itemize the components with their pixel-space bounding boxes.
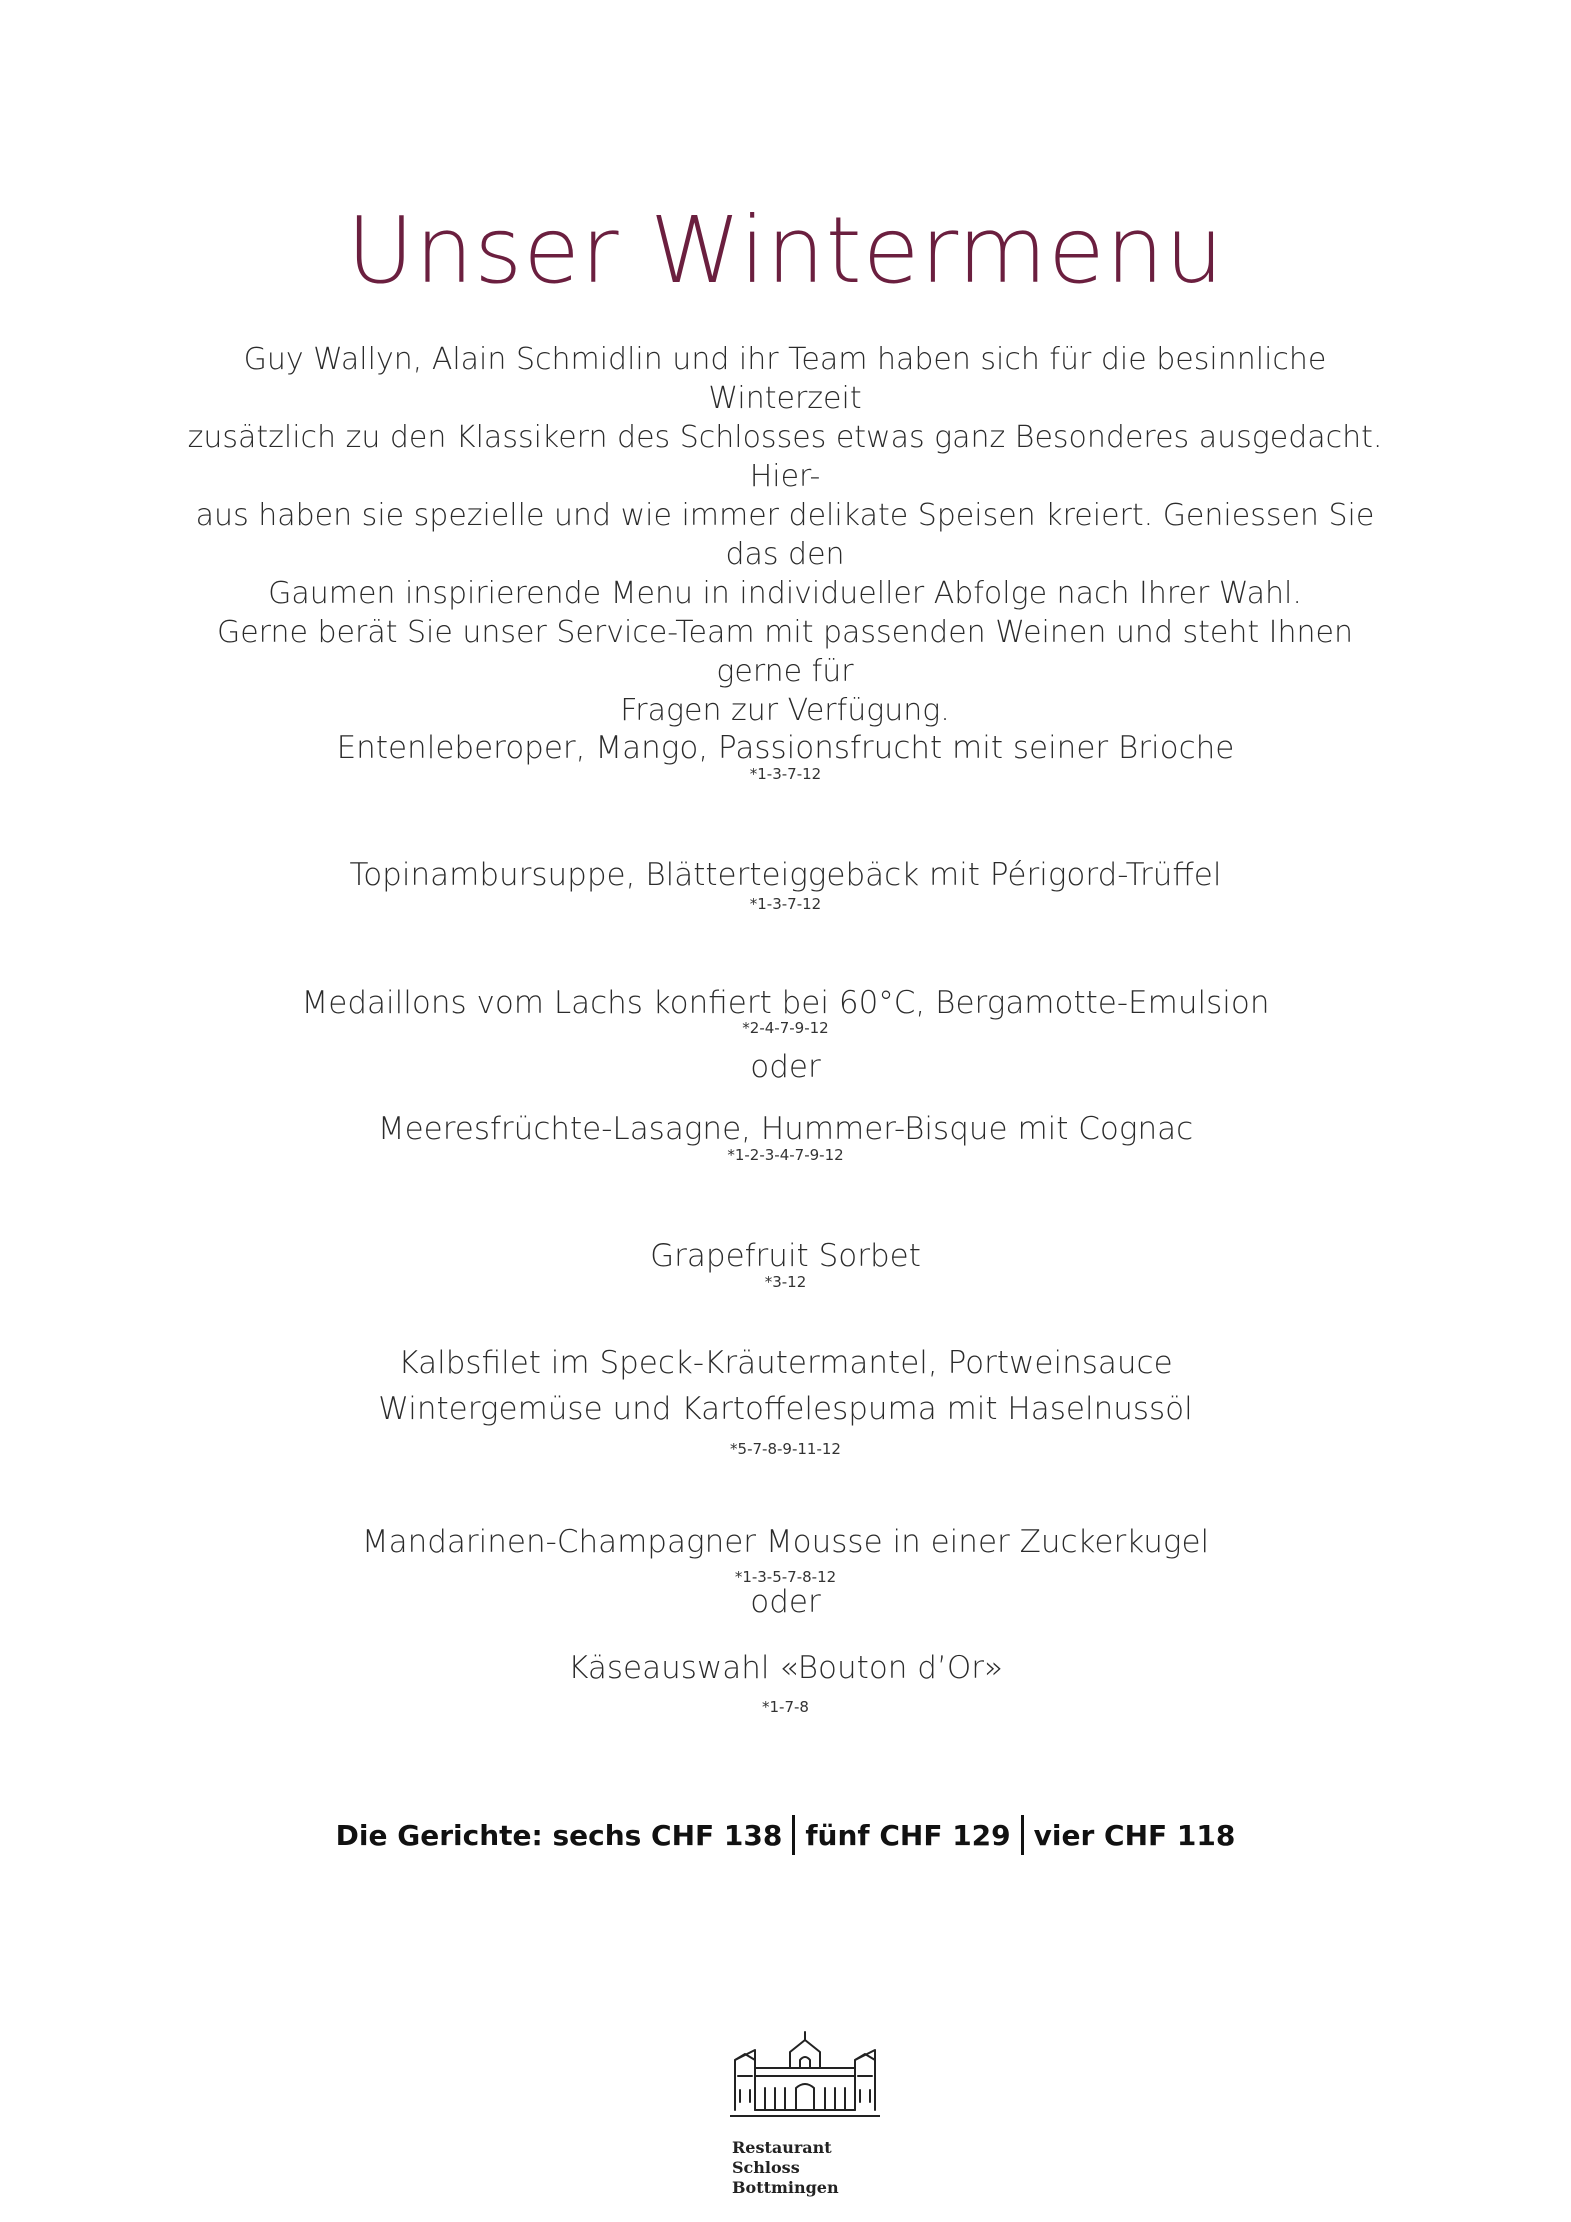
price-divider	[1021, 1815, 1024, 1855]
dish-kalbsfilet-sides: Wintergemüse und Kartoffelespuma mit Haselnussöl	[378, 1391, 1193, 1427]
price-line	[0, 1815, 1571, 1855]
price-five: fünf CHF 129	[805, 1819, 1011, 1852]
intro-line: Gerne berät Sie unser Service-Team mit passenden Weinen und steht Ihnen gerne für	[216, 615, 1354, 689]
logo-line: Bottmingen	[732, 2178, 839, 2197]
dish-lasagne: Meeresfrüchte-Lasagne, Hummer-Bisque mit Cognac	[377, 1111, 1194, 1147]
allergen-code: *1-2-3-4-7-9-12	[727, 1146, 844, 1164]
dish-entenleber: Entenleberoper, Mango, Passionsfrucht mit seiner Brioche	[336, 730, 1235, 766]
intro-paragraph	[185, 340, 1385, 730]
castle-icon	[730, 2030, 880, 2120]
dish-kaese: Käseauswahl «Bouton d’Or»	[568, 1650, 1003, 1686]
intro-line: aus haben sie spezielle und wie immer delikate Speisen kreiert. Geniessen Sie das den	[195, 498, 1375, 572]
allergen-code: *2-4-7-9-12	[742, 1019, 829, 1037]
allergen-code: *1-3-7-12	[749, 765, 822, 783]
allergen-code: *1-3-5-7-8-12	[734, 1568, 837, 1586]
allergen-code: *1-3-7-12	[749, 895, 822, 913]
intro-line: Gaumen inspirierende Menu in individueller Abfolge nach Ihrer Wahl.	[268, 576, 1302, 611]
price-four: vier CHF 118	[1033, 1819, 1236, 1852]
dish-lachs: Medaillons vom Lachs konfiert bei 60°C, Bergamotte-Emulsion	[301, 985, 1270, 1021]
intro-line: Guy Wallyn, Alain Schmidlin und ihr Team haben sich für die besinnliche Winterzeit	[243, 342, 1327, 416]
allergen-code: *1-7-8	[762, 1698, 809, 1716]
dish-topinambur: Topinambursuppe, Blätterteiggebäck mit Périgord-Trüffel	[349, 857, 1222, 893]
price-six: Die Gerichte: sechs CHF 138	[335, 1819, 783, 1852]
logo-line: Restaurant	[732, 2138, 832, 2157]
dish-kalbsfilet: Kalbsfilet im Speck-Kräutermantel, Portweinsauce	[398, 1345, 1173, 1381]
intro-line: Fragen zur Verfügung.	[620, 693, 950, 728]
dish-sorbet: Grapefruit Sorbet	[650, 1238, 921, 1274]
oder-separator: oder	[750, 1584, 821, 1620]
restaurant-logo	[730, 2030, 880, 2200]
intro-line: zusätzlich zu den Klassikern des Schlosses etwas ganz Besonderes ausgedacht. Hier-	[187, 420, 1383, 494]
price-divider	[792, 1815, 795, 1855]
oder-separator: oder	[750, 1049, 821, 1085]
page-title: Unser Wintermenu	[346, 197, 1225, 304]
allergen-code: *5-7-8-9-11-12	[730, 1440, 841, 1458]
logo-line: Schloss	[732, 2158, 800, 2177]
allergen-code: *3-12	[764, 1273, 807, 1291]
dish-mousse: Mandarinen-Champagner Mousse in einer Zuckerkugel	[361, 1524, 1210, 1560]
